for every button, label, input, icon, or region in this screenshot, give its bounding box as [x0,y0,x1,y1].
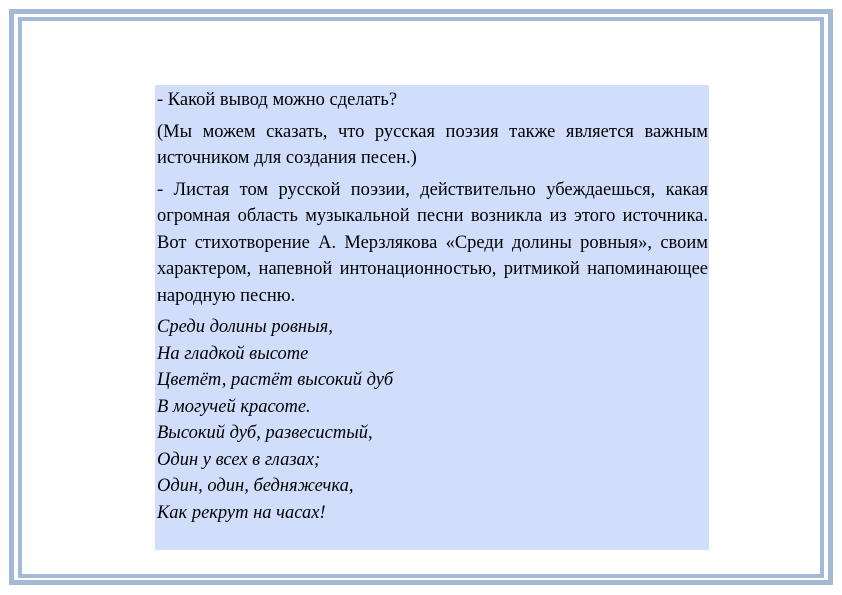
answer-paragraph: (Мы можем сказать, что русская поэзия также является важным источником для создания песен.) [157,121,708,168]
poem-line: Как рекрут на часах! [157,502,326,523]
poem-line: В могучей красоте. [157,396,311,417]
poem-excerpt [157,314,708,526]
poem-line: Один у всех в глазах; [157,449,321,470]
poem-line: Один, один, бедняжечка, [157,476,354,496]
poem-line: Цветёт, растёт высокий дуб [157,370,394,390]
commentary-paragraph: - Листая том русской поэзии, действительно убеждаешься, какая огромная область музыкальной песни возникла из этого источника. Вот стихотворение А. Мерзлякова «Среди долины ровныя», своим характером, напевной интонационностью, ритмикой напоминающее народную песню. [157,179,708,306]
poem-line: Высокий дуб, развесистый, [157,423,373,443]
poem-line: Среди долины ровныя, [157,317,333,337]
text-panel [155,85,709,550]
question-paragraph: - Какой вывод можно сделать? [157,90,398,110]
poem-line: На гладкой высоте [157,343,309,364]
